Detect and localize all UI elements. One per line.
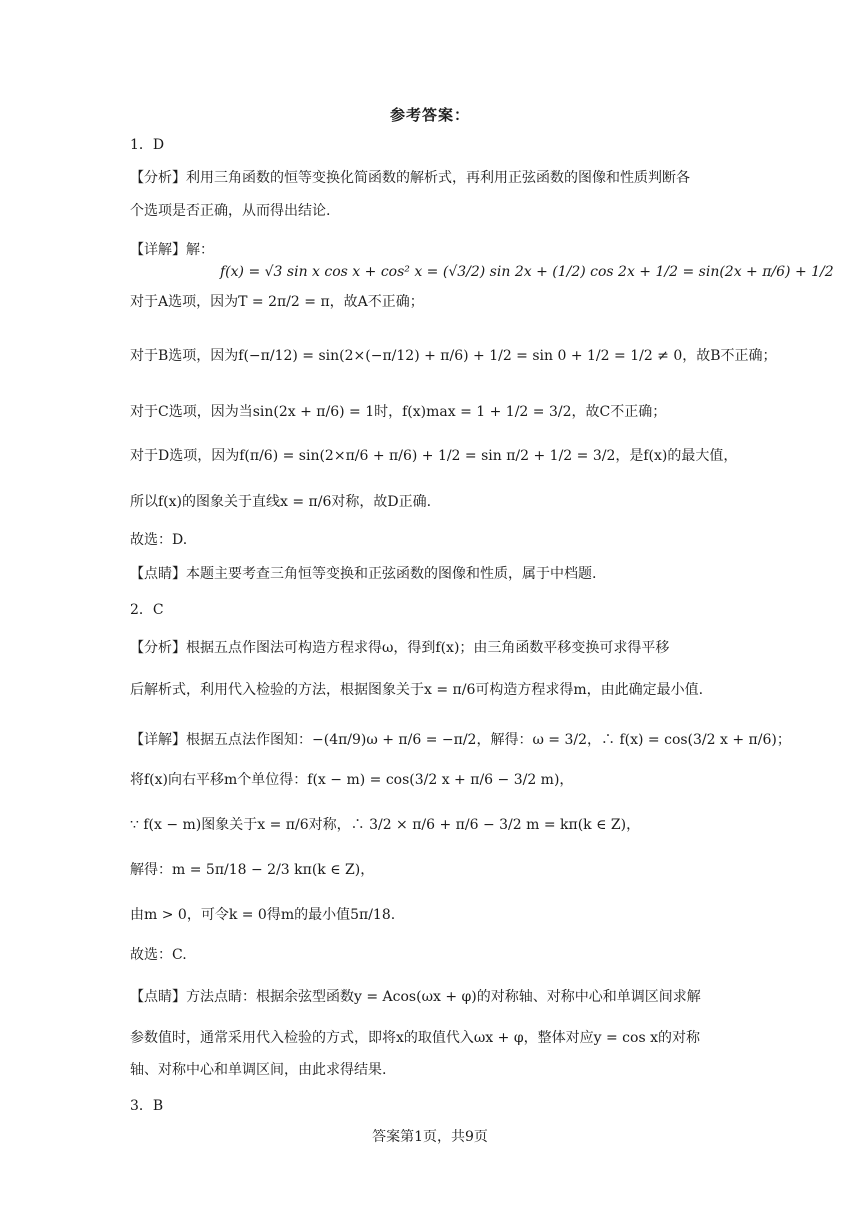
detail-label: 【详解】解： (130, 242, 214, 258)
comment-1: 【点睛】本题主要考查三角恒等变换和正弦函数的图像和性质，属于中档题. (130, 566, 597, 582)
choice-c: 故选：C. (130, 947, 187, 963)
page-title: 参考答案： (389, 106, 470, 124)
answer-number-3: 3．B (130, 1098, 164, 1114)
page-footer: 答案第1页，共9页 (372, 1129, 488, 1145)
analysis-2: 【分析】根据五点作图法可构造方程求得ω，得到f(x)；由三角函数平移变换可求得平移 (130, 640, 670, 656)
analysis-text: 【分析】利用三角函数的恒等变换化简函数的解析式，再利用正弦函数的图像和性质判断各 (130, 170, 690, 186)
symmetry-step: ∵ f(x − m)图象关于x = π/6对称，∴ 3/2 × π/6 + π/6 − 3/2 m = kπ(k ∈ Z)， (130, 817, 641, 833)
formula-f: f(x) = √3 sin x cos x + cos² x = (√3/2) sin 2x + (1/2) cos 2x + 1/2 = sin(2x + π/6) + 1/2 (220, 264, 834, 280)
solve-step: 解得：m = 5π/18 − 2/3 kπ(k ∈ Z)， (130, 862, 375, 878)
answer-number-1: 1．D (130, 137, 165, 153)
comment-2-end: 轴、对称中心和单调区间，由此求得结果. (130, 1062, 387, 1078)
option-d: 对于D选项，因为f(π/6) = sin(2×π/6 + π/6) + 1/2 = sin π/2 + 1/2 = 3/2，是f(x)的最大值， (130, 448, 738, 464)
option-c: 对于C选项，因为当sin(2x + π/6) = 1时，f(x)max = 1 + 1/2 = 3/2，故C不正确； (130, 404, 667, 420)
comment-2: 【点睛】方法点睛：根据余弦型函数y = Acos(ωx + φ)的对称轴、对称中心和单调区间求解 (130, 989, 701, 1005)
symmetry-conclusion: 所以f(x)的图象关于直线x = π/6对称，故D正确. (130, 494, 432, 510)
minimum-step: 由m > 0，可令k = 0得m的最小值5π/18. (130, 907, 396, 923)
shift-step: 将f(x)向右平移m个单位得：f(x − m) = cos(3/2 x + π/6 − 3/2 m)， (130, 772, 574, 788)
detail-2: 【详解】根据五点法作图知：−(4π/9)ω + π/6 = −π/2，解得：ω = 3/2，∴ f(x) = cos(3/2 x + π/6)； (130, 732, 791, 748)
option-b: 对于B选项，因为f(−π/12) = sin(2×(−π/12) + π/6) + 1/2 = sin 0 + 1/2 = 1/2 ≠ 0，故B不正确； (130, 348, 777, 364)
comment-2-cont: 参数值时，通常采用代入检验的方式，即将x的取值代入ωx + φ，整体对应y = cos x的对称 (130, 1030, 700, 1046)
answer-number-2: 2．C (130, 602, 164, 618)
analysis-2-cont: 后解析式，利用代入检验的方法，根据图象关于x = π/6可构造方程求得m，由此确定最小值. (130, 682, 704, 698)
analysis-text-cont: 个选项是否正确，从而得出结论. (130, 203, 331, 219)
option-a: 对于A选项，因为T = 2π/2 = π，故A不正确； (130, 294, 424, 310)
choice-d: 故选：D. (130, 532, 188, 548)
